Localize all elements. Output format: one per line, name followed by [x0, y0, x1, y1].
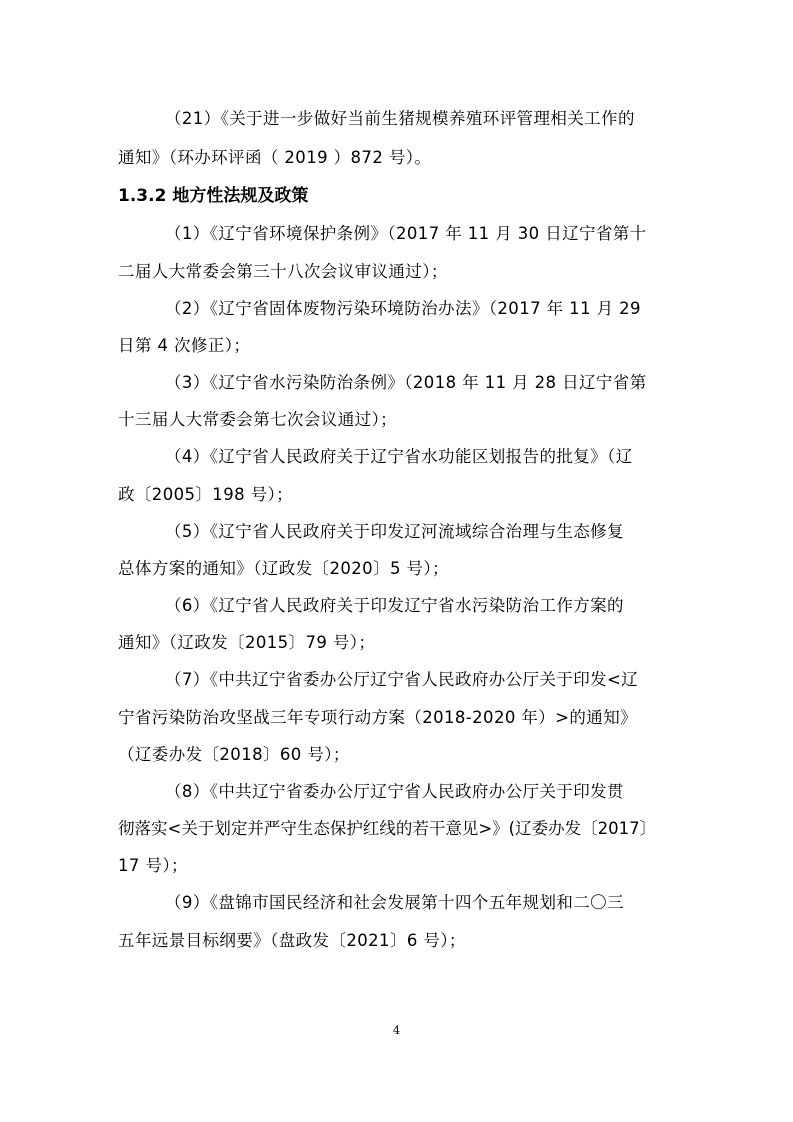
list-item-3-line-1: （3）《辽宁省水污染防治条例》（2018 年 11 月 28 日辽宁省第 [165, 373, 647, 392]
list-item-6-line-1: （6）《辽宁省人民政府关于印发辽宁省水污染防治工作方案的 [165, 596, 624, 615]
list-item-8-line-3: 17 号）； [118, 856, 188, 875]
list-item-6-line-2: 通知》（辽政发〔2015〕79 号）； [118, 633, 376, 652]
list-item-3-line-2: 十三届人大常委会第七次会议通过）； [118, 410, 398, 429]
list-item-2-line-1: （2）《辽宁省固体废物污染环境防治办法》（2017 年 11 月 29 [165, 299, 641, 318]
paragraph-21-line-1: （21）《关于进一步做好当前生猪规模养殖环评管理相关工作的 [165, 109, 635, 128]
page-number: 4 [393, 1024, 400, 1037]
list-item-8-line-2: 彻落实<关于划定并严守生态保护红线的若干意见>》(辽委办发〔2017〕 [118, 819, 657, 838]
list-item-7-line-2: 宁省污染防治攻坚战三年专项行动方案（2018-2020 年）>的通知》 [118, 708, 638, 727]
section-heading: 1.3.2 地方性法规及政策 [118, 186, 309, 206]
list-item-1-line-1: （1）《辽宁省环境保护条例》（2017 年 11 月 30 日辽宁省第十 [165, 224, 647, 243]
list-item-7-line-3: （辽委办发〔2018〕60 号）； [118, 745, 350, 764]
list-item-5-line-2: 总体方案的通知》（辽政发〔2020〕5 号）； [118, 559, 449, 578]
list-item-7-line-1: （7）《中共辽宁省委办公厅辽宁省人民政府办公厅关于印发<辽 [165, 670, 639, 689]
list-item-4-line-2: 政〔2005〕198 号）； [118, 485, 294, 504]
list-item-9-line-2: 五年远景目标纲要》（盘政发〔2021〕6 号）； [118, 931, 466, 950]
list-item-5-line-1: （5）《辽宁省人民政府关于印发辽河流域综合治理与生态修复 [165, 522, 624, 541]
list-item-2-line-2: 日第 4 次修正）； [118, 336, 251, 355]
list-item-1-line-2: 二届人大常委会第三十八次会议审议通过）； [118, 262, 448, 281]
paragraph-21-line-2: 通知》（环办环评函（ 2019 ）872 号）。 [118, 148, 432, 167]
list-item-4-line-1: （4）《辽宁省人民政府关于辽宁省水功能区划报告的批复》（辽 [165, 447, 633, 466]
list-item-8-line-1: （8）《中共辽宁省委办公厅辽宁省人民政府办公厅关于印发贯 [165, 782, 624, 801]
list-item-9-line-1: （9）《盘锦市国民经济和社会发展第十四个五年规划和二〇三 [165, 893, 624, 912]
